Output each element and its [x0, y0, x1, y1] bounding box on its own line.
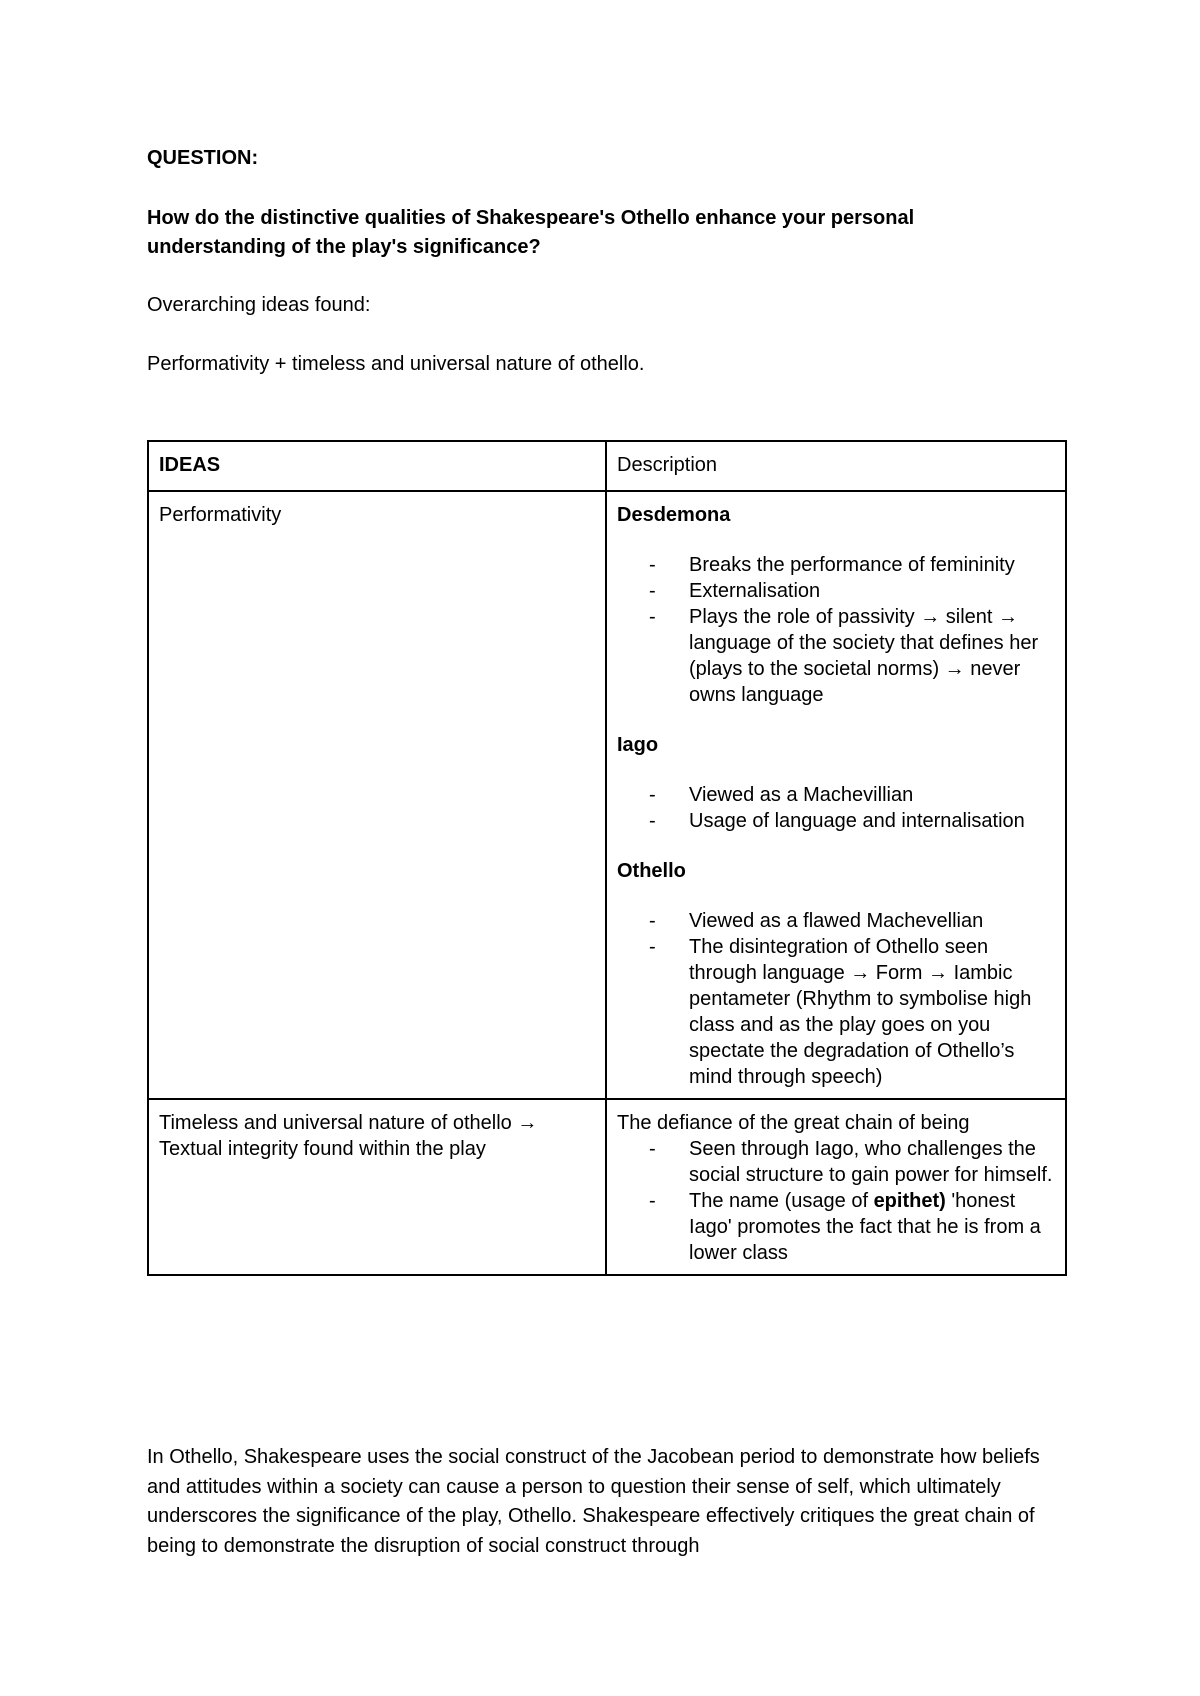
- question-text: How do the distinctive qualities of Shakespeare's Othello enhance your personal understanding of the play's significance?: [147, 207, 915, 258]
- character-iago: Iago: [617, 734, 659, 756]
- description-intro: The defiance of the great chain of being: [617, 1112, 970, 1134]
- header-description: Description: [606, 441, 1066, 491]
- table-row: [148, 1099, 1066, 1275]
- table-row: [148, 491, 1066, 1099]
- overarching-label: Overarching ideas found:: [147, 294, 371, 316]
- idea-timeless: [148, 1099, 606, 1275]
- othello-points: [617, 908, 1055, 1090]
- table-header-row: [148, 441, 1066, 491]
- idea-performativity: Performativity: [148, 491, 606, 1099]
- list-item: - Breaks the performance of femininity: [617, 552, 1055, 578]
- character-othello: Othello: [617, 860, 686, 882]
- iago-points: [617, 782, 1055, 834]
- ideas-table: [147, 440, 1067, 1276]
- point-bold-text: epithet): [873, 1190, 946, 1212]
- list-item: - Viewed as a Machevillian: [617, 782, 1055, 808]
- point-text: The name (usage of: [689, 1190, 874, 1212]
- description-timeless: [606, 1099, 1066, 1275]
- list-item: - Externalisation: [617, 578, 1055, 604]
- list-item: - Seen through Iago, who challenges the social structure to gain power for himself.: [617, 1136, 1055, 1188]
- list-item: - Plays the role of passivity → silent → language of the society that defines her (plays to the societal norms) → never owns language: [617, 604, 1055, 708]
- point-text: 'honest Iago' promotes the fact that he is from a lower class: [689, 1190, 1041, 1264]
- description-performativity: [606, 491, 1066, 1099]
- character-desdemona: Desdemona: [617, 504, 731, 526]
- idea-timeless-line2: Textual integrity found within the play: [159, 1138, 486, 1160]
- timeless-points: [617, 1136, 1055, 1266]
- list-item: - Usage of language and internalisation: [617, 808, 1055, 834]
- list-item: [617, 1188, 1055, 1266]
- idea-timeless-line1: Timeless and universal nature of othello →: [159, 1112, 538, 1134]
- header-ideas: IDEAS: [148, 441, 606, 491]
- question-label: QUESTION:: [147, 147, 259, 169]
- essay-paragraph: In Othello, Shakespeare uses the social construct of the Jacobean period to demonstrate how beliefs and attitudes within a society can cause a person to question their sense of self, which ultimately underscores the significance of the play, Othello. Shakespeare effectively critiques the great chain of being to demonstrate the disruption of social construct through: [147, 1446, 1040, 1557]
- list-item: - Viewed as a flawed Machevellian: [617, 908, 1055, 934]
- overarching-summary: Performativity + timeless and universal nature of othello.: [147, 353, 645, 375]
- desdemona-points: [617, 552, 1055, 708]
- list-item: - The disintegration of Othello seen through language → Form → Iambic pentameter (Rhythm to symbolise high class and as the play goes on you spectate the degradation of Othello’s mind through speech): [617, 934, 1055, 1090]
